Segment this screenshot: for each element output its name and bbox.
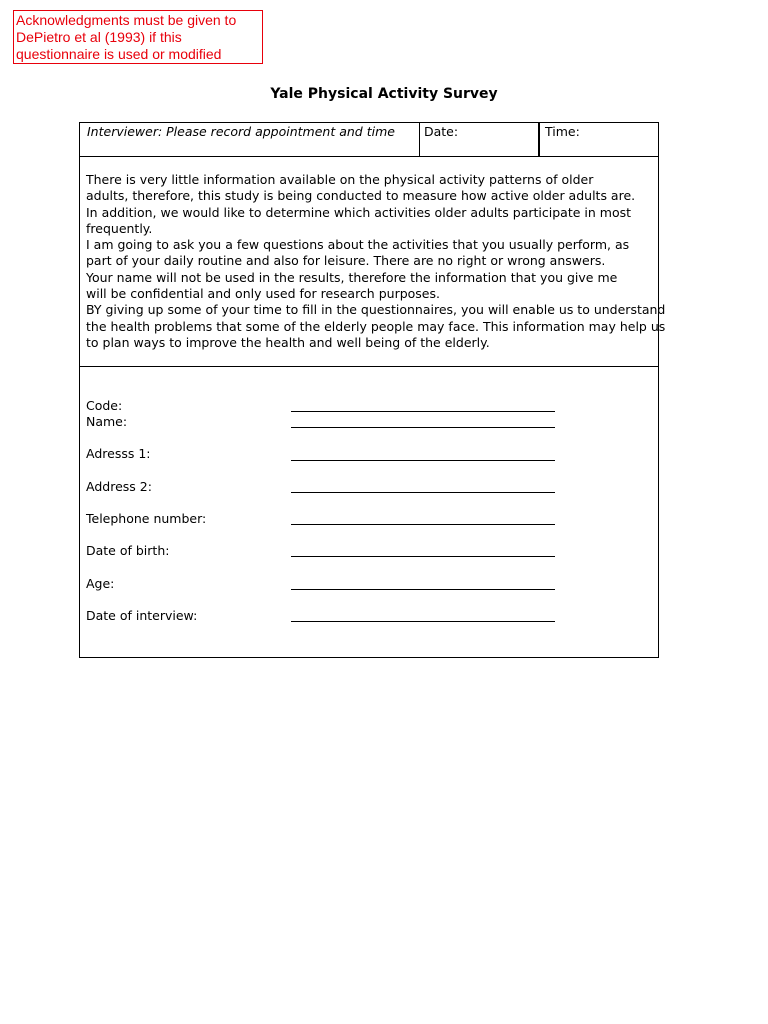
intro-line: adults, therefore, this study is being conducted to measure how active older adults are. — [86, 188, 636, 204]
date-of-interview-label: Date of interview: — [86, 608, 198, 623]
intro-text-box — [79, 156, 666, 367]
intro-line: frequently. — [86, 220, 153, 236]
name-label: Name: — [86, 414, 128, 429]
intro-line: I am going to ask you a few questions about the activities that you usually perform, as — [86, 237, 630, 253]
date-of-interview-blank[interactable] — [291, 621, 555, 622]
intro-line: to plan ways to improve the health and well being of the elderly. — [86, 334, 490, 350]
name-blank[interactable] — [291, 427, 555, 428]
address-1-blank[interactable] — [291, 460, 555, 461]
telephone-blank[interactable] — [291, 524, 555, 525]
address-2-blank[interactable] — [291, 492, 555, 493]
interviewer-note: Interviewer: Please record appointment and time — [87, 124, 395, 139]
address-2-label: Address 2: — [86, 479, 152, 494]
intro-line: In addition, we would like to determine which activities older adults participate in most — [86, 204, 632, 220]
acknowledgment-line: Acknowledgments must be given to — [16, 12, 237, 28]
page-title: Yale Physical Activity Survey — [270, 86, 498, 102]
date-of-birth-label: Date of birth: — [86, 543, 170, 558]
intro-line: Your name will not be used in the results, therefore the information that you give me — [86, 269, 618, 285]
date-of-birth-blank[interactable] — [291, 556, 555, 557]
acknowledgment-notice — [13, 10, 263, 64]
age-label: Age: — [86, 576, 115, 591]
intro-line: BY giving up some of your time to fill in the questionnaires, you will enable us to understand — [86, 302, 666, 318]
code-label: Code: — [86, 398, 123, 413]
intro-line: part of your daily routine and also for leisure. There are no right or wrong answers. — [86, 253, 606, 269]
code-blank[interactable] — [291, 411, 555, 412]
intro-line: the health problems that some of the elderly people may face. This information may help us — [86, 318, 666, 334]
age-blank[interactable] — [291, 589, 555, 590]
intro-line: will be confidential and only used for research purposes. — [86, 286, 440, 302]
time-cell[interactable]: Time: — [539, 123, 659, 156]
telephone-label: Telephone number: — [86, 511, 207, 526]
date-cell[interactable]: Date: — [419, 123, 539, 156]
address-1-label: Adresss 1: — [86, 446, 151, 461]
acknowledgment-line: questionnaire is used or modified — [16, 46, 222, 62]
appointment-header-row — [79, 122, 659, 157]
acknowledgment-line: DePietro et al (1993) if this — [16, 29, 182, 45]
intro-line: There is very little information available on the physical activity patterns of older — [86, 172, 594, 187]
participant-details-box — [79, 366, 659, 658]
